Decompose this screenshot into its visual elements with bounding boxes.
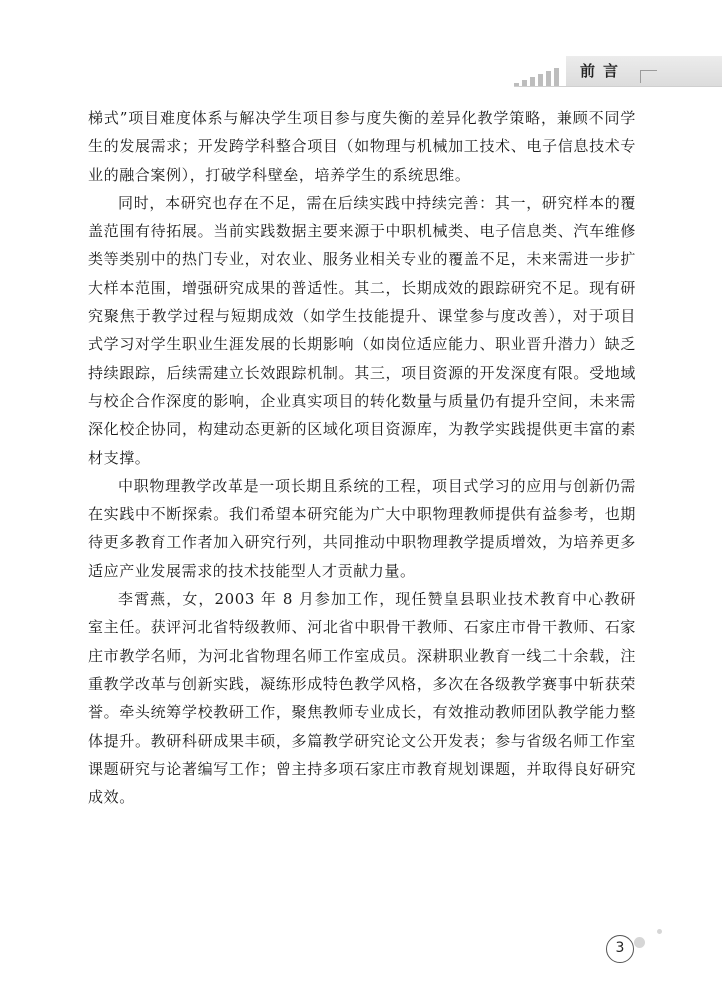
- paragraph-outlook: 中职物理教学改革是一项长期且系统的工程，项目式学习的应用与创新仍需在实践中不断探索。我们希望本研究能为广大中职物理教师提供有益参考，也期待更多教育工作者加入研究行列，共同推动中职物理教学提质增效，为培养更多适应产业发展需求的技术技能型人才贡献力量。: [88, 476, 636, 580]
- body-text: [88, 104, 636, 811]
- page-number: 3: [606, 935, 634, 963]
- running-header-title: 前言: [580, 62, 627, 80]
- header-step-decoration: [514, 64, 566, 86]
- paragraph-author-bio: 李霄燕，女，2003 年 8 月参加工作，现任赞皇县职业技术教育中心教研室主任。获评河北省特级教师、河北省中职骨干教师、石家庄市骨干教师、石家庄市教学名师，为河北省物理名师工作室成员。深耕职业教育一线二十余载，注重教学改革与创新实践，凝练形成特色教学风格，多次在各级教学赛事中斩获荣誉。牵头统筹学校教研工作，聚焦教师专业成长，有效推动教师团队教学能力整体提升。教研科研成果丰硕，多篇教学研究论文公开发表；参与省级名师工作室课题研究与论著编写工作；曾主持多项石家庄市教育规划课题，并取得良好研究成效。: [88, 590, 636, 807]
- decorative-dot: [634, 937, 645, 948]
- header-rule: [514, 86, 722, 87]
- decorative-dot-small: [657, 929, 662, 934]
- header-corner-decoration: [640, 70, 657, 83]
- paragraph-continuation: 梯式”项目难度体系与解决学生项目参与度失衡的差异化教学策略，兼顾不同学生的发展需求；开发跨学科整合项目（如物理与机械加工技术、电子信息技术专业的融合案例），打破学科壁垒，培养学生的系统思维。: [88, 109, 636, 184]
- paragraph-limitations: 同时，本研究也存在不足，需在后续实践中持续完善：其一，研究样本的覆盖范围有待拓展。当前实践数据主要来源于中职机械类、电子信息类、汽车维修类等类别中的热门专业，对农业、服务业相关专业的覆盖不足，未来需进一步扩大样本范围，增强研究成果的普适性。其二，长期成效的跟踪研究不足。现有研究聚焦于教学过程与短期成效（如学生技能提升、课堂参与度改善），对于项目式学习对学生职业生涯发展的长期影响（如岗位适应能力、职业晋升潜力）缺乏持续跟踪，后续需建立长效跟踪机制。其三，项目资源的开发深度有限。受地域与校企合作深度的影响，企业真实项目的转化数量与质量仍有提升空间，未来需深化校企协同，构建动态更新的区域化项目资源库，为教学实践提供更丰富的素材支撑。: [88, 193, 636, 467]
